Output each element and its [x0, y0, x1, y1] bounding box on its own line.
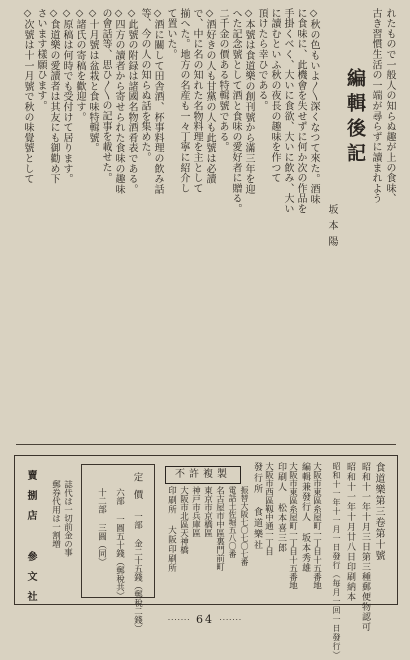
print-date: 昭和十一年十月廿八日印刷納本	[345, 462, 355, 602]
text-column: ◇四方の讀者から寄せられた食味の趣味	[113, 8, 124, 195]
issue-date: 昭和十一年十一月一日發行（毎月一回一日發行）	[332, 462, 341, 660]
text-column: 手掛くべく、大いに食欲、大いに飲み、大い	[282, 8, 293, 214]
price-row: 一部 金二十五錢（郵稅二錢）	[132, 512, 143, 633]
text-column: 二千金の價ある特輯號である。	[217, 8, 228, 153]
publisher-line: 印刷人 松本喜三郎	[276, 462, 286, 553]
text-column: で、中に名の知れた名物料理を主として	[191, 8, 202, 194]
text-column: へた記念號として酒と食味の愛好者に贈る。	[230, 8, 241, 214]
text-column: ◇諸氏の寄稿を歡迎す。	[74, 8, 85, 123]
publisher-line: 大阪市北區天神橋	[178, 486, 189, 554]
intro-line-1: れたもので一般人の知らぬ趣が上の食味、	[384, 8, 395, 204]
publisher-line: 神戸市兵庫區	[190, 486, 201, 537]
permit-line-2: 昭和十一年十月三日第三種郵便物認可	[360, 462, 370, 632]
publisher-line: 東京市京橋區	[202, 486, 213, 537]
publisher-line: 編輯兼發行人 坂本秀雄	[300, 462, 310, 573]
price-row: 十二部 三圓（同）	[96, 488, 107, 566]
page-number	[0, 613, 410, 626]
publisher-line: 電話土佐堀五八〇番	[228, 486, 237, 558]
editor-note-title: 編輯後記	[344, 68, 366, 168]
notice-line: 誌代は一切前金の事	[62, 480, 73, 557]
text-column: て置いた。	[165, 8, 176, 60]
text-column: ◇酒好きの人も甘黨の人も此號は必讀	[204, 8, 215, 185]
editorial-section	[18, 8, 400, 440]
sales-office: 賣捌店 參文社	[25, 470, 36, 611]
publisher-line: 大阪市西區靱中通一丁目	[263, 462, 274, 556]
permit-line-1: 食道樂第三卷第十號	[373, 462, 384, 561]
publisher-line: 發行所 食道樂社	[252, 462, 262, 551]
text-column: 揃へた。地方の名産も一々丁寧に紹介し	[178, 8, 189, 194]
text-column: ◇次號は十一月號で秋の味覺號として	[22, 8, 33, 185]
text-column: ◇秋の色もいよ〳〵深くなつて來た。酒味	[308, 8, 319, 205]
text-column: ◇酒に關して田舎酒、杯事料理の飲み話	[152, 8, 163, 195]
section-divider	[16, 444, 396, 445]
page-number-ornament-left: ·······	[167, 616, 191, 624]
text-column: に食味に、此機會を失せずに何か次の作品を	[295, 8, 306, 214]
text-column: 等、今の人の知らぬ話を集めた。	[139, 8, 150, 163]
publisher-line: 振替大阪七〇七〇七番	[240, 486, 249, 566]
text-column: さいます樣願ひます。	[35, 8, 46, 111]
intro-line-2: 古き習慣生活の一端が尋らずに讀まれよう	[370, 8, 381, 204]
notice-line: 郵券代用は一割増	[50, 480, 61, 548]
page-number-ornament-right: ·······	[219, 616, 243, 624]
no-reproduction-stamp: 不許複製	[165, 466, 241, 484]
publisher-line: 印刷所 大阪印刷所	[166, 486, 177, 573]
text-column: ◇本號は食道樂の創刊號から滿三年を迎	[243, 8, 254, 195]
publisher-line: 大阪市東區糸屋町一丁目十五番地	[311, 462, 322, 590]
text-column: ◇此號の附録は諸國名物酒肴表である。	[126, 8, 137, 195]
publisher-line: 名古屋市中區裏門前町	[214, 486, 225, 571]
price-header: 定價	[131, 472, 143, 507]
page-number-value: 64	[196, 613, 214, 626]
price-row: 六部 一圓五十錢（郵稅共）	[114, 488, 125, 600]
text-column: の會話等、思ひ〳〵の記事を載せた。	[100, 8, 111, 183]
text-column: ◇十月號は盆栽と食味特輯號。	[87, 8, 98, 154]
text-column: ◇食道樂の愛讀者は其友にも御勸め下	[48, 8, 59, 185]
text-column: に讀むといふ秋の夜長の趣味を作つて	[269, 8, 280, 184]
publisher-line: 大阪市東區糸屋町一丁目十五番地	[287, 462, 298, 590]
text-column: ◇原稿は何時でも受付けて居ります。	[61, 8, 72, 185]
editor-note-author: 坂本陽	[326, 204, 337, 252]
text-column: 頂けたら幸ひである。	[256, 8, 267, 111]
